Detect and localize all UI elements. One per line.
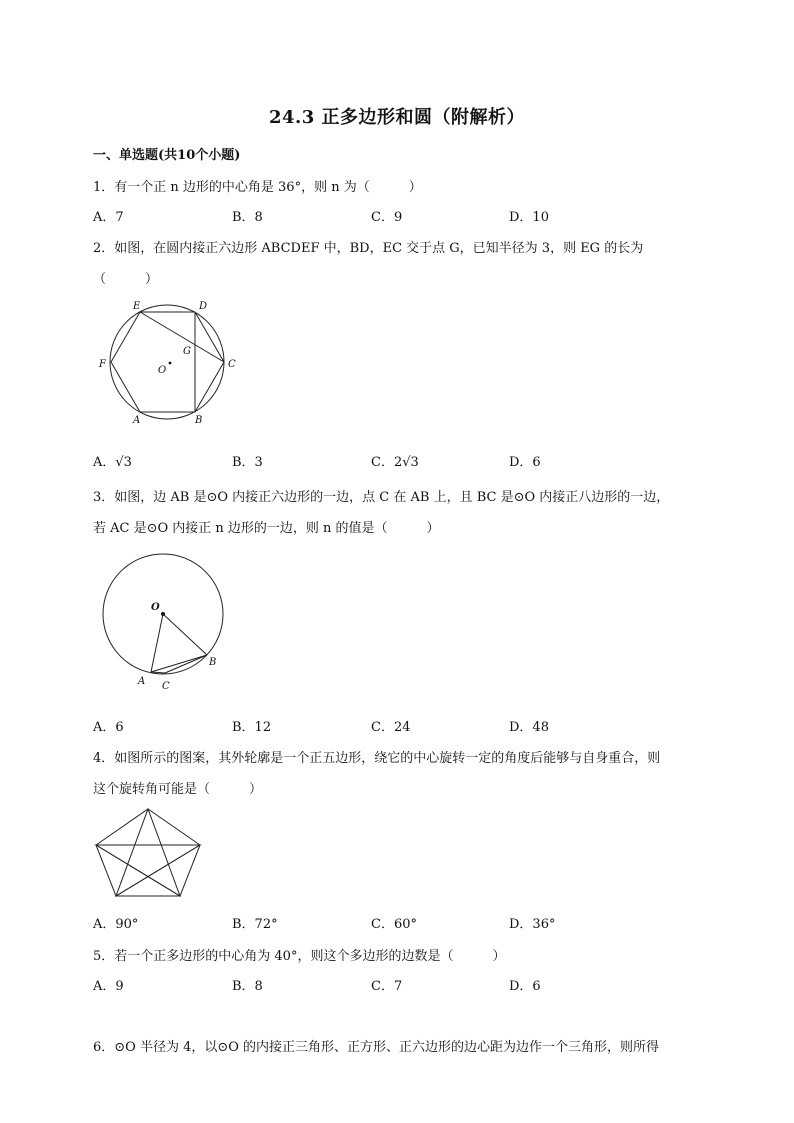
- q2-option-c: C．2√3: [371, 455, 419, 470]
- hexagon-shape: [111, 312, 224, 412]
- q5-option-b: B．8: [232, 979, 263, 994]
- q4-option-d: D．36°: [509, 917, 556, 932]
- fig2-label-c: C: [228, 359, 236, 370]
- star-shape: [96, 809, 200, 896]
- pentagon-shape: [96, 809, 200, 896]
- q4-option-c: C．60°: [371, 917, 417, 932]
- page-title: 24.3 正多边形和圆（附解析）: [268, 107, 526, 128]
- q2-option-b: B．3: [232, 455, 263, 470]
- q3-option-a: A．6: [93, 720, 124, 735]
- fig2-label-a: A: [133, 415, 141, 426]
- q5-option-c: C．7: [371, 979, 403, 994]
- question-4-text: 4．如图所示的图案，其外轮廓是一个正五边形，绕它的中心旋转一定的角度后能够与自身重合，则: [93, 751, 661, 766]
- q3-option-d: D．48: [509, 720, 549, 735]
- question-5-text: 5．若一个正多边形的中心角为 40°，则这个多边形的边数是（ ）: [93, 949, 506, 964]
- q1-option-d: D．10: [509, 210, 549, 225]
- fig2-label-g: G: [183, 346, 191, 357]
- question-4-text-cont: 这个旋转角可能是（ ）: [93, 782, 263, 797]
- pentagon-star-figure: [93, 805, 203, 900]
- hexagon-circle-figure: [95, 295, 245, 430]
- fig2-label-f: F: [99, 359, 106, 370]
- q3-option-b: B．12: [232, 720, 272, 735]
- question-6-text: 6．⊙O 半径为 4，以⊙O 的内接正三角形、正方形、正六边形的边心距为边作一个三角形，则所得: [93, 1040, 660, 1055]
- q5-option-d: D．6: [509, 979, 541, 994]
- fig2-label-o: O: [158, 365, 167, 376]
- fig3-label-c: C: [162, 681, 170, 692]
- q3-option-c: C．24: [371, 720, 411, 735]
- question-3-text-cont: 若 AC 是⊙O 内接正 n 边形的一边，则 n 的值是（ ）: [93, 521, 440, 536]
- fig3-label-b: B: [209, 657, 217, 668]
- fig2-label-d: D: [199, 301, 208, 312]
- q2-option-d: D．6: [509, 455, 541, 470]
- q1-option-c: C．9: [371, 210, 403, 225]
- fig3-label-o: O: [151, 602, 160, 613]
- question-1-text: 1．有一个正 n 边形的中心角是 36°，则 n 为（ ）: [93, 180, 422, 195]
- circle-chord-figure: [100, 548, 240, 698]
- fig2-label-e: E: [133, 301, 141, 312]
- q5-option-a: A．9: [93, 979, 124, 994]
- q4-option-a: A．90°: [93, 917, 139, 932]
- q1-option-a: A．7: [93, 210, 124, 225]
- q4-option-b: B．72°: [232, 917, 278, 932]
- fig3-label-a: A: [138, 676, 146, 687]
- question-3-text: 3．如图，边 AB 是⊙O 内接正六边形的一边，点 C 在 AB 上，且 BC 是⊙O 内接正八边形的一边，: [93, 490, 670, 505]
- q1-option-b: B．8: [232, 210, 263, 225]
- question-2-text-cont: （ ）: [93, 272, 159, 287]
- q2-option-a: A．√3: [93, 455, 132, 470]
- fig2-label-b: B: [195, 415, 203, 426]
- section-heading: 一、单选题(共10个小题): [93, 148, 241, 163]
- question-2-text: 2．如图，在圆内接正六边形 ABCDEF 中，BD，EC 交于点 G，已知半径为 3，则 EG 的长为: [93, 241, 644, 256]
